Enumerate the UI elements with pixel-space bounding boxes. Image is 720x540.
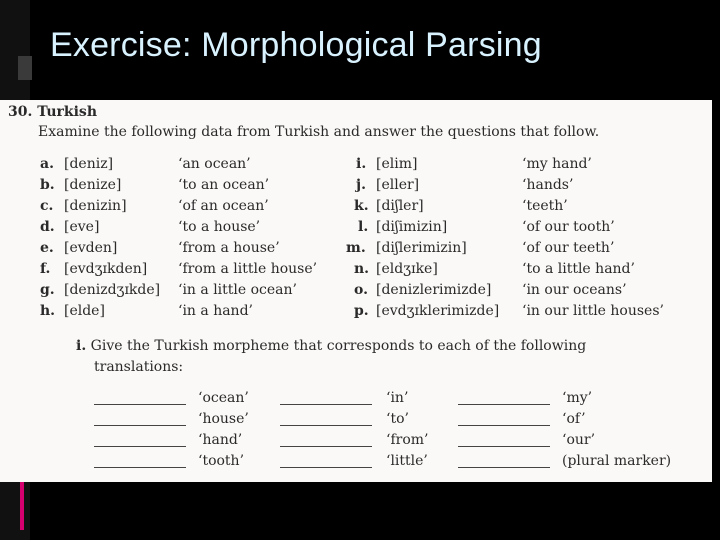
answer-blank[interactable] bbox=[280, 455, 372, 468]
exercise-heading: 30. Turkish bbox=[8, 104, 97, 120]
translation-label: ‘tooth’ bbox=[198, 453, 245, 469]
question-text-line2: translations: bbox=[94, 359, 184, 375]
translation-label: ‘from’ bbox=[386, 432, 429, 448]
translation-label: ‘in’ bbox=[386, 390, 409, 406]
exercise-instruction: Examine the following data from Turkish and answer the questions that follow. bbox=[38, 124, 600, 140]
answer-blank[interactable] bbox=[458, 392, 550, 405]
answer-blank[interactable] bbox=[280, 413, 372, 426]
translation-label: ‘little’ bbox=[386, 453, 428, 469]
translation-label: ‘my’ bbox=[562, 390, 593, 406]
answer-blank[interactable] bbox=[94, 413, 186, 426]
translation-label: ‘of’ bbox=[562, 411, 586, 427]
answer-blank[interactable] bbox=[458, 455, 550, 468]
translation-label: (plural marker) bbox=[562, 453, 672, 469]
question-text-line1: Give the Turkish morpheme that corresponds to each of the following bbox=[90, 338, 587, 354]
answer-blank[interactable] bbox=[94, 455, 186, 468]
translation-label: ‘ocean’ bbox=[198, 390, 249, 406]
translation-label: ‘to’ bbox=[386, 411, 409, 427]
translation-label: ‘our’ bbox=[562, 432, 596, 448]
right-dark-edge bbox=[712, 100, 720, 482]
translation-label: ‘hand’ bbox=[198, 432, 243, 448]
slide-title: Exercise: Morphological Parsing bbox=[50, 26, 542, 64]
title-bullet-square bbox=[18, 56, 32, 80]
question-label: i. bbox=[76, 338, 87, 354]
answer-blank[interactable] bbox=[280, 434, 372, 447]
exercise-scan: 30. Turkish Examine the following data from Turkish and answer the questions that follow. a. [deniz] ‘an ocean’ b. [denize] ‘to an ocean’ c. [denizin] ‘of an ocean’ d. [eve] ‘to a house’ e. [evden] ‘from a house’ f. [evdʒɪkden] ‘from a little house’ g. [denizdʒɪkde] ‘in a little ocean’ h. [elde] ‘in a hand’ i. [elim] ‘my hand’ j. [eller] ‘hands’ k. [diʃler] ‘teeth’ l. [diʃimizin] ‘of our tooth’ m. [diʃlerimizin] ‘of our teeth’ n. [eldʒɪke] ‘to a little hand’ o. [denizlerimizde] ‘in our oceans’ p. [evdʒɪklerimizde] ‘in our little houses’ i. Give the Turkish morpheme that corresponds to each of the following translations: ‘ocean’ ‘house’ ‘hand’ ‘tooth’ ‘in’ ‘to’ ‘from’ ‘little’ ‘my’ ‘of’ ‘our’ (plural marker) bbox=[0, 100, 712, 482]
answer-blank[interactable] bbox=[94, 392, 186, 405]
answer-blank[interactable] bbox=[458, 434, 550, 447]
answer-blank[interactable] bbox=[280, 392, 372, 405]
translation-label: ‘house’ bbox=[198, 411, 249, 427]
answer-blank[interactable] bbox=[94, 434, 186, 447]
question-prompt bbox=[76, 338, 586, 354]
answer-blank[interactable] bbox=[458, 413, 550, 426]
accent-bar bbox=[20, 482, 24, 530]
